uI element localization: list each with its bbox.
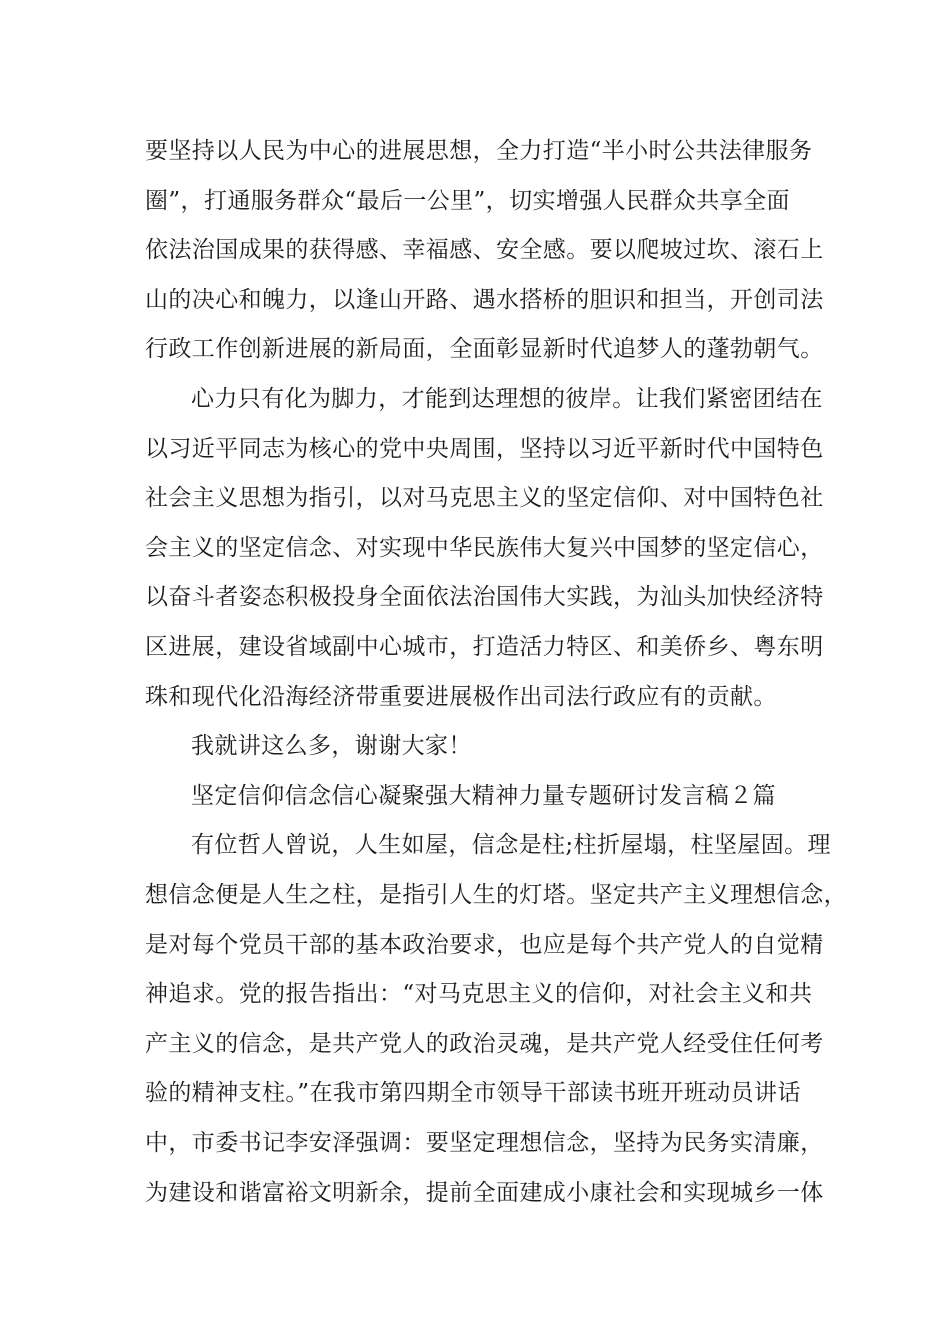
paragraph-line: 是对每个党员干部的基本政治要求，也应是每个共产党人的自觉精 bbox=[145, 932, 824, 958]
paragraph-line: 山的决心和魄力，以逢山开路、遇水搭桥的胆识和担当，开创司法 bbox=[145, 287, 824, 313]
paragraph-line: 区进展，建设省域副中心城市，打造活力特区、和美侨乡、粤东明 bbox=[145, 634, 824, 660]
paragraph-line: 以习近平同志为核心的党中央周围，坚持以习近平新时代中国特色 bbox=[145, 436, 824, 462]
closing-line: 我就讲这么多，谢谢大家！ bbox=[191, 733, 472, 759]
paragraph-line: 会主义的坚定信念、对实现中华民族伟大复兴中国梦的坚定信心， bbox=[145, 535, 824, 561]
paragraph-line: 行政工作创新进展的新局面，全面彰显新时代追梦人的蓬勃朝气。 bbox=[145, 336, 824, 362]
paragraph-line: 产主义的信念，是共产党人的政治灵魂，是共产党人经受住任何考 bbox=[145, 1031, 824, 1057]
section-title: 坚定信仰信念信心凝聚强大精神力量专题研讨发言稿２篇 bbox=[191, 783, 776, 809]
paragraph-line: 以奋斗者姿态积极投身全面依法治国伟大实践，为汕头加快经济特 bbox=[145, 584, 824, 610]
paragraph-line: 中，市委书记李安泽强调：要坚定理想信念，坚持为民务实清廉， bbox=[145, 1130, 824, 1156]
paragraph-line: 社会主义思想为指引，以对马克思主义的坚定信仰、对中国特色社 bbox=[145, 485, 824, 511]
paragraph-line: 想信念便是人生之柱，是指引人生的灯塔。坚定共产主义理想信念， bbox=[145, 882, 847, 908]
paragraph-line: 神追求。党的报告指出：“对马克思主义的信仰，对社会主义和共 bbox=[145, 981, 813, 1007]
paragraph-line: 心力只有化为脚力，才能到达理想的彼岸。让我们紧密团结在 bbox=[191, 386, 823, 412]
paragraph-line: 要坚持以人民为中心的进展思想，全力打造“半小时公共法律服务 bbox=[145, 138, 813, 164]
paragraph-line: 圈”，打通服务群众“最后一公里”，切实增强人民群众共享全面 bbox=[145, 188, 790, 214]
paragraph-line: 依法治国成果的获得感、幸福感、安全感。要以爬坡过坎、滚石上 bbox=[145, 237, 824, 263]
paragraph-line: 珠和现代化沿海经济带重要进展极作出司法行政应有的贡献。 bbox=[145, 684, 777, 710]
paragraph-line: 有位哲人曾说，人生如屋，信念是柱;柱折屋塌，柱坚屋固。理 bbox=[191, 832, 831, 858]
paragraph-line: 为建设和谐富裕文明新余，提前全面建成小康社会和实现城乡一体 bbox=[145, 1180, 824, 1206]
paragraph-line: 验的精神支柱。”在我市第四期全市领导干部读书班开班动员讲话 bbox=[145, 1080, 801, 1106]
